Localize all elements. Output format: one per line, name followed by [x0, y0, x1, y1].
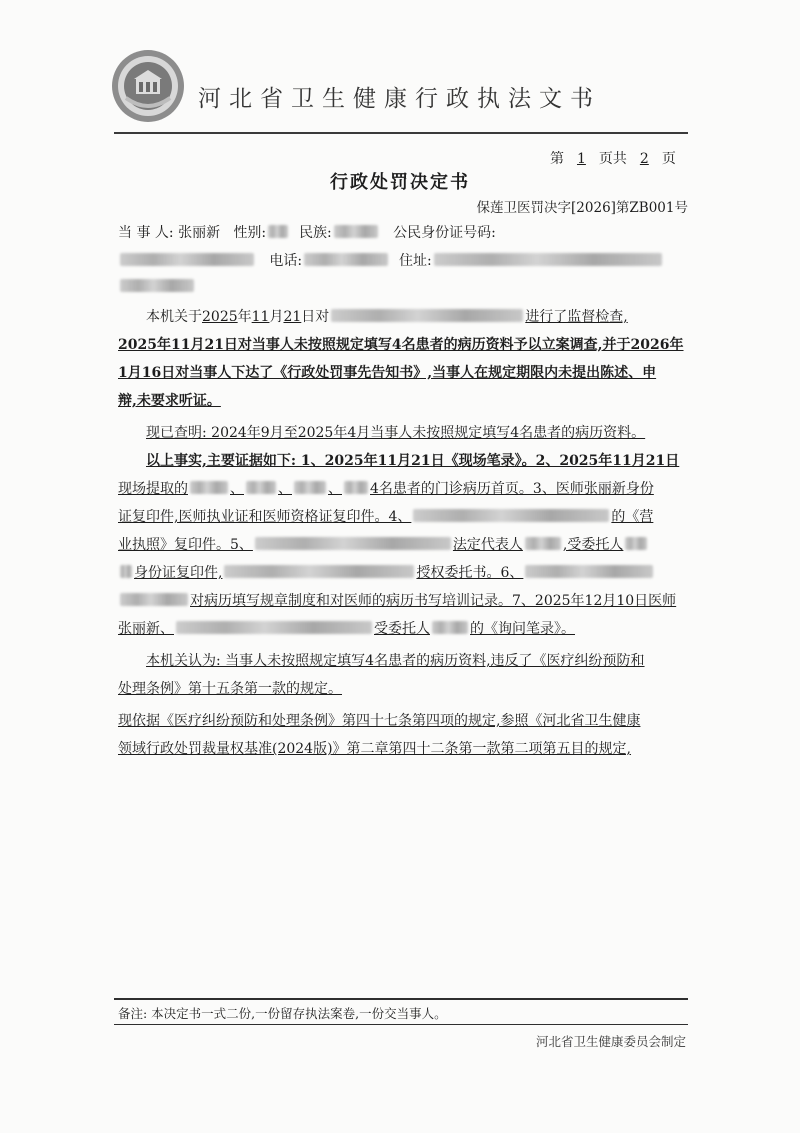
authority-title: 河北省卫生健康行政执法文书 — [198, 86, 601, 112]
paragraph-1-line-3: 1月16日对当事人下达了《行政处罚事先告知书》,当事人在规定期限内未提出陈述、申 — [118, 365, 657, 381]
redaction — [525, 565, 653, 578]
text: 对病历填写规章制度和对医师的病历书写培训记录。7、2025年12月10日医师 — [190, 593, 677, 609]
party-line-2 — [118, 250, 664, 272]
redaction — [268, 225, 288, 238]
text: 11 — [251, 309, 270, 325]
header-divider — [114, 132, 688, 134]
paragraph-5-line-2: 领域行政处罚裁量权基准(2024版)》第二章第四十二条第一款第二项第五目的规定, — [118, 741, 632, 757]
text: 张丽新、 — [118, 621, 174, 637]
redaction — [334, 225, 378, 238]
page-suffix: 页 — [661, 151, 676, 167]
text: 月 — [269, 309, 284, 325]
redaction — [525, 537, 561, 550]
id-label: 公民身份证号码: — [393, 225, 496, 241]
paragraph-3-line-6 — [118, 590, 676, 612]
redaction — [625, 537, 647, 550]
text: 授权委托书。6、 — [416, 565, 524, 581]
gender-label: 性别: — [233, 225, 267, 241]
text: 的《营 — [611, 509, 654, 525]
issuer-label: 河北省卫生健康委员会制定 — [535, 1034, 686, 1049]
paragraph-3-line-1: 以上事实,主要证据如下: 1、2025年11月21日《现场笔录》。2、2025年11月21日 — [146, 453, 680, 469]
remarks-note: 备注: 本决定书一式二份,一份留存执法案卷,一份交当事人。 — [118, 1006, 447, 1021]
national-emblem-icon — [110, 48, 186, 124]
document-title: 行政处罚决定书 — [330, 172, 470, 193]
paragraph-3-line-2: 现场提取的 、 、 、 4名患者的门诊病历首页。3、医师张丽新身份 — [118, 481, 654, 497]
ethnicity-label: 民族: — [299, 225, 332, 241]
text: ,受委托人 — [562, 537, 624, 553]
text: 的《询问笔录》。 — [470, 621, 575, 637]
paragraph-1-line-4: 辩,未要求听证。 — [118, 393, 221, 409]
redaction — [255, 537, 451, 550]
note-divider-top — [114, 998, 688, 1000]
phone-label: 电话: — [269, 253, 303, 269]
party-line-3 — [118, 276, 196, 298]
text: 现场提取的 — [118, 481, 188, 497]
paragraph-1-line-1 — [146, 306, 628, 328]
text: 年 — [237, 309, 252, 325]
redaction — [224, 565, 414, 578]
text: 法定代表人 — [452, 537, 523, 553]
page-indicator — [550, 148, 676, 168]
redaction — [190, 481, 228, 494]
paragraph-3-line-4 — [118, 534, 649, 556]
redaction — [294, 481, 326, 494]
redaction — [120, 253, 254, 266]
paragraph-1-line-2: 2025年11月21日对当事人未按照规定填写4名患者的病历资料予以立案调查,并于2026年 — [118, 337, 684, 353]
text: 本机关于 — [146, 309, 202, 325]
party-line-1 — [118, 222, 496, 244]
paragraph-3-line-7 — [118, 618, 575, 640]
paragraph-4-line-2: 处理条例》第十五条第一款的规定。 — [118, 681, 342, 697]
text: 日对 — [301, 309, 330, 325]
redaction — [120, 593, 188, 606]
redaction — [432, 621, 468, 634]
redaction — [413, 509, 609, 522]
text: 受委托人 — [374, 621, 430, 637]
total-pages: 2 — [639, 151, 649, 167]
paragraph-3-line-5 — [118, 562, 655, 584]
page-prefix: 第 — [550, 151, 564, 167]
redaction — [331, 309, 523, 322]
redaction — [176, 621, 372, 634]
paragraph-4-line-1: 本机关认为: 当事人未按照规定填写4名患者的病历资料,违反了《医疗纠纷预防和 — [146, 653, 645, 669]
party-name-label: 当 事 人: — [118, 225, 174, 241]
redaction — [120, 565, 132, 578]
paragraph-5-line-1: 现依据《医疗纠纷预防和处理条例》第四十七条第四项的规定,参照《河北省卫生健康 — [118, 713, 641, 729]
page-middle: 页共 — [598, 151, 627, 167]
text: 21 — [283, 309, 302, 325]
redaction — [246, 481, 276, 494]
redaction — [434, 253, 662, 266]
text: 业执照》复印件。5、 — [118, 537, 253, 553]
text: 证复印件,医师执业证和医师资格证复印件。4、 — [118, 509, 412, 525]
redaction — [344, 481, 368, 494]
paragraph-2 — [146, 422, 645, 444]
redaction — [120, 279, 194, 292]
address-label: 住址: — [398, 253, 432, 269]
document-number: 保莲卫医罚决字[2026]第ZB001号 — [476, 200, 688, 216]
party-name: 张丽新 — [178, 225, 221, 241]
current-page: 1 — [576, 151, 586, 167]
text: 4名患者的门诊病历首页。3、医师张丽新身份 — [370, 481, 654, 497]
note-divider-bottom — [114, 1024, 688, 1025]
paragraph-3-line-3 — [118, 506, 653, 528]
text: 身份证复印件, — [134, 565, 223, 581]
text: 现已查明: 2024年9月至2025年4月当事人未按照规定填写4名患者的病历资料。 — [146, 425, 646, 441]
redaction — [304, 253, 388, 266]
text: 2025 — [202, 309, 238, 325]
text: 进行了监督检查, — [525, 309, 628, 325]
